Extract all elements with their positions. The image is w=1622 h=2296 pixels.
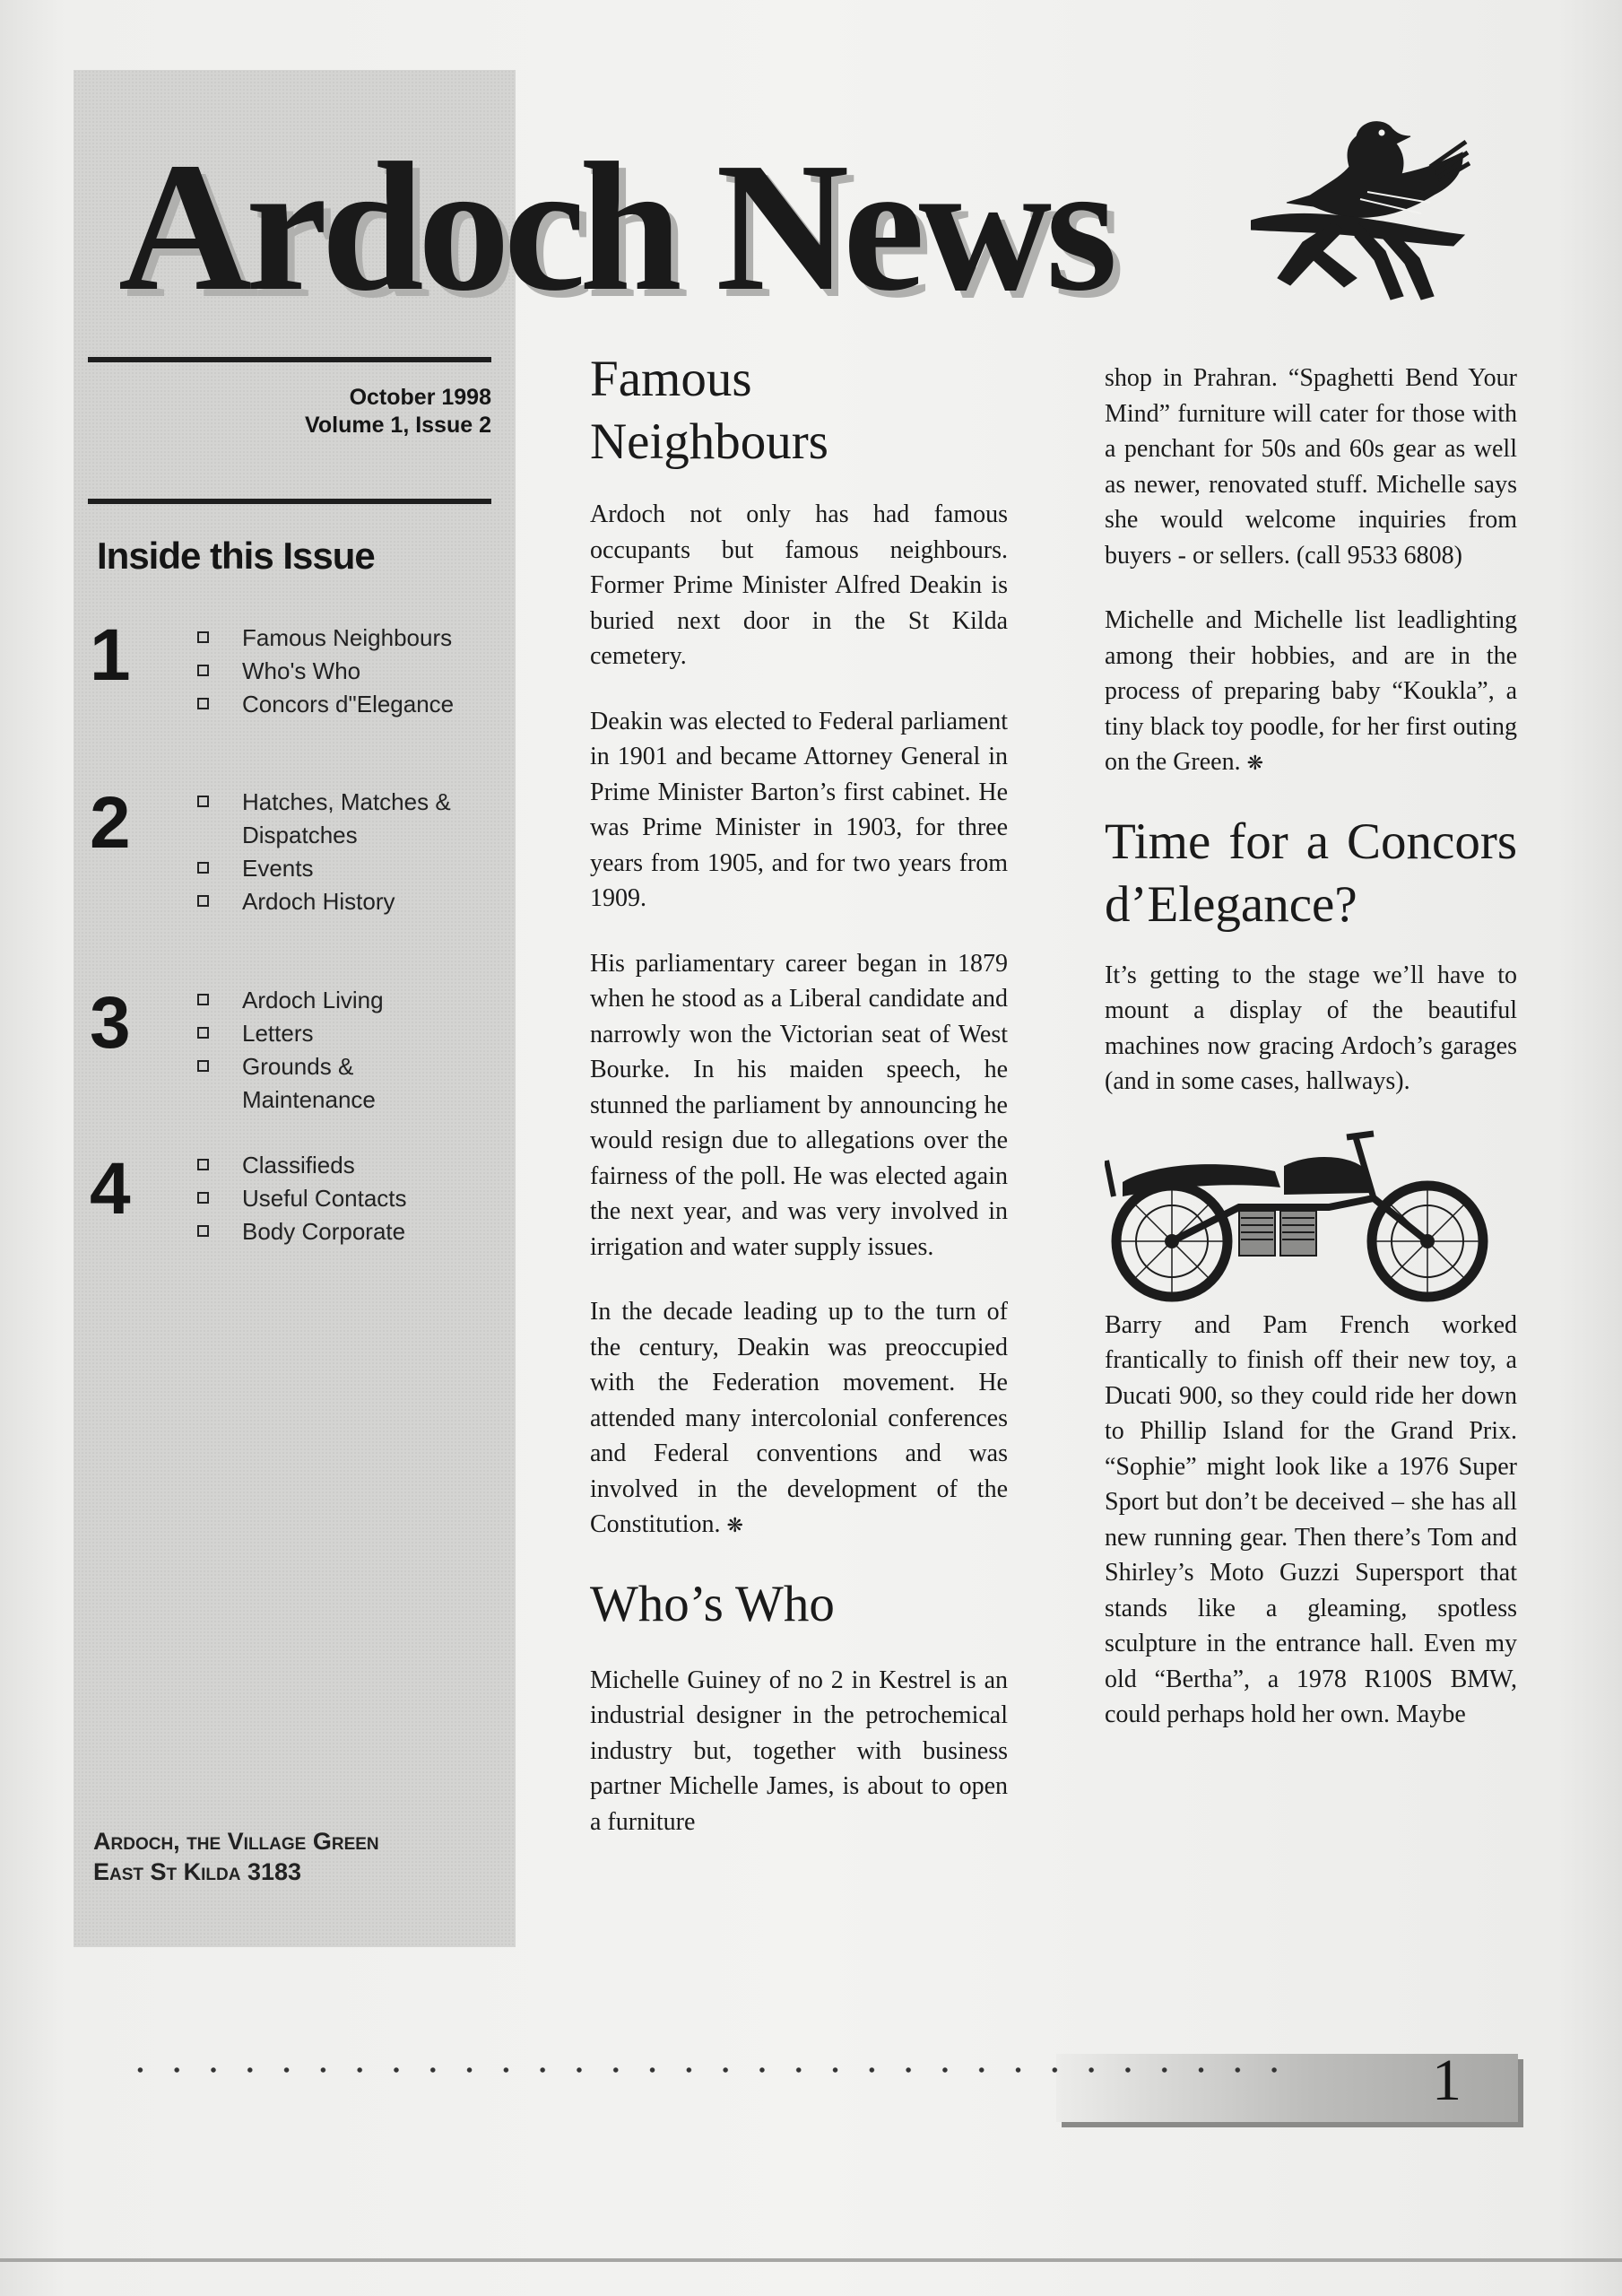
toc-section-number: 1 <box>90 614 131 696</box>
toc-section-number: 2 <box>90 782 131 864</box>
address-block <box>93 1826 379 1887</box>
sidebar-rule-top <box>88 357 491 362</box>
toc-section-number: 3 <box>90 982 131 1064</box>
concors-paragraph: It’s getting to the stage we’ll have to mount a display of the beautiful machines now gracing Ardoch’s garages (and in some cases, hallways). <box>1105 961 1517 1095</box>
checkbox-icon <box>197 665 209 676</box>
whos-who-paragraph: Michelle and Michelle list leadlighting among their hobbies, and are in the process of preparing baby “Koukla”, a tiny black toy poodle, for her first outing on the Green. ❋ <box>1105 606 1517 776</box>
page-number: 1 <box>1432 2048 1462 2113</box>
checkbox-icon <box>197 1225 209 1237</box>
toc-list-1 <box>195 622 547 721</box>
end-mark-icon: ❋ <box>726 1514 743 1536</box>
column-right <box>1105 361 1517 1762</box>
concors-heading: Time for a Concors d’Elegance? <box>1105 813 1517 933</box>
toc-item[interactable]: Famous Neighbours <box>195 622 547 655</box>
toc-item[interactable]: Concors d"Elegance <box>195 688 547 721</box>
whos-who-heading: Who’s Who <box>590 1575 835 1632</box>
checkbox-icon <box>197 1060 209 1072</box>
toc-list-4 <box>195 1149 547 1248</box>
toc-item[interactable]: Letters <box>195 1017 547 1050</box>
toc-item[interactable]: Body Corporate <box>195 1215 547 1248</box>
famous-paragraph: His parliamentary career began in 1879 when he stood as a Liberal candidate and narrowly won the Victorian seat of West Bourke. In his maiden speech, he stunned the parliament by announcing he would resign due to allegations over the fairness of the poll. He was elected again the next year, and was very involved in irrigation and water supply issues. <box>590 949 1008 1261</box>
toc-title: Inside this Issue <box>97 535 375 577</box>
sidebar-rule-bottom <box>88 499 491 504</box>
address-line: East St Kilda 3183 <box>93 1858 302 1885</box>
whos-who-paragraph: Michelle Guiney of no 2 in Kestrel is an industrial designer in the petrochemical industry but, together with business partner Michelle James, is about to open a furniture <box>590 1665 1008 1836</box>
toc-item[interactable]: Classifieds <box>195 1149 547 1182</box>
toc-item[interactable]: Hatches, Matches & Dispatches <box>195 786 511 852</box>
famous-neighbours-heading: Famous Neighbours <box>590 351 828 470</box>
toc-item[interactable]: Useful Contacts <box>195 1182 547 1215</box>
checkbox-icon <box>197 862 209 874</box>
address-line: Ardoch, the Village Green <box>93 1828 379 1855</box>
motorcycle-illustration <box>1105 1125 1497 1304</box>
famous-paragraph: Deakin was elected to Federal parliament in 1901 and became Attorney General in Prime Minister Barton’s first cabinet. He was Prime Minister in 1903, for three years from 1905, and for two years from 1909. <box>590 707 1008 912</box>
issue-date: October 1998 <box>349 385 491 410</box>
toc-item[interactable]: Events <box>195 852 547 885</box>
issue-info <box>88 384 491 439</box>
bird-logo-icon <box>1251 117 1470 300</box>
checkbox-icon <box>197 1027 209 1039</box>
issue-volume: Volume 1, Issue 2 <box>305 413 491 438</box>
toc-list-3 <box>195 984 547 1117</box>
whos-who-paragraph: shop in Prahran. “Spaghetti Bend Your Mind” furniture will cater for those with a penchant for 50s and 60s gear as well as newer, renovated stuff. Michelle says she would welcome inquiries from buyers - or sellers. (call 9533 6808) <box>1105 364 1517 570</box>
checkbox-icon <box>197 631 209 643</box>
toc-item[interactable]: Ardoch History <box>195 885 547 918</box>
famous-paragraph: Ardoch not only has had famous occupants but famous neighbours. Former Prime Minister Alfred Deakin is buried next door in the St Kilda cemetery. <box>590 500 1008 670</box>
toc-list-2 <box>195 786 547 918</box>
toc-section-number: 4 <box>90 1148 131 1230</box>
toc-item[interactable]: Who's Who <box>195 655 547 688</box>
footer-dotted-line <box>122 2061 1288 2079</box>
toc-item[interactable]: Grounds & Maintenance <box>195 1050 457 1117</box>
masthead-title: Ardoch News <box>118 124 1112 329</box>
toc-item[interactable]: Ardoch Living <box>195 984 547 1017</box>
checkbox-icon <box>197 895 209 907</box>
end-mark-icon: ❋ <box>1246 752 1264 774</box>
checkbox-icon <box>197 796 209 807</box>
checkbox-icon <box>197 994 209 1005</box>
checkbox-icon <box>197 698 209 709</box>
page-fold-line <box>0 2258 1622 2262</box>
famous-paragraph: In the decade leading up to the turn of the century, Deakin was preoccupied with the Federation movement. He attended many intercolonial conferences and Federal conventions and was involved in the development of the Constitution. ❋ <box>590 1298 1008 1538</box>
column-middle <box>590 348 1008 1869</box>
concors-paragraph: Barry and Pam French worked frantically to finish off their new toy, a Ducati 900, so they could ride her down to Phillip Island for the Grand Prix. “Sophie” might look like a 1976 Super Sport but don’t be deceived – she has all new running gear. Then there’s Tom and Shirley’s Moto Guzzi Supersport that stands like a gleaming, spotless sculpture in the entrance hall. Even my old “Bertha”, a 1978 R100S BMW, could perhaps hold her own. Maybe <box>1105 1310 1517 1728</box>
checkbox-icon <box>197 1192 209 1204</box>
checkbox-icon <box>197 1159 209 1170</box>
